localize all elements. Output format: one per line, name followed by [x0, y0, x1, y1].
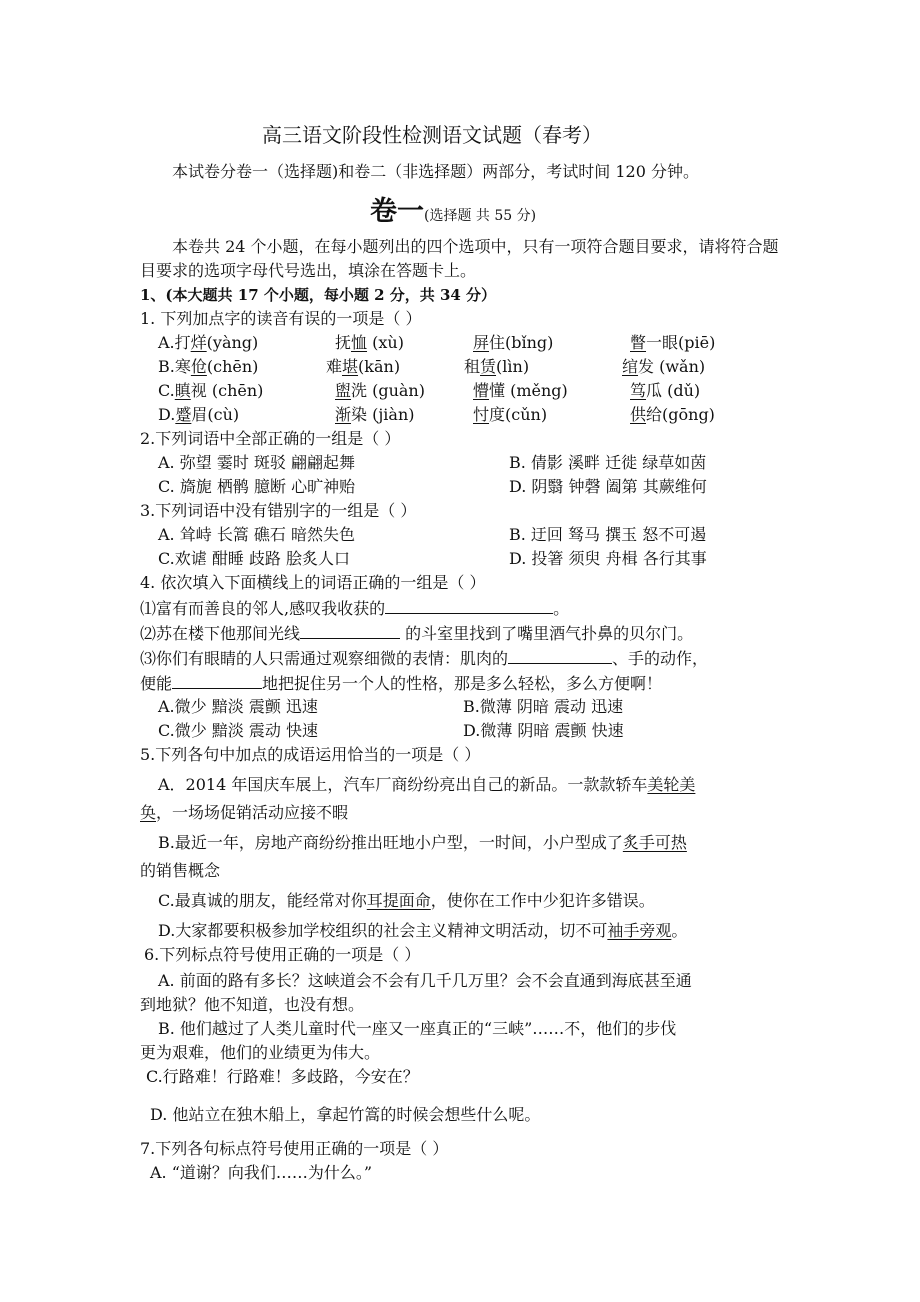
- q4-blank-4[interactable]: [172, 672, 262, 689]
- q5-idiom-a: 美轮美: [647, 775, 696, 794]
- q1-stem: 1. 下列加点字的读音有误的一项是（ ）: [140, 309, 422, 328]
- q4-option-d: D.微薄 阴暗 震颤 快速: [463, 721, 624, 740]
- q1-option-d-word3: 忖度(cǔn): [473, 405, 548, 424]
- q1-option-c-word3: 懵懂 (měng): [473, 381, 568, 400]
- q1-option-c: C.瞋视 (chēn): [158, 381, 264, 400]
- section-heading: [370, 196, 536, 232]
- q1-option-b-word2: 难堪(kān): [326, 357, 401, 376]
- q1-option-b-word3: 租赁(lìn): [464, 357, 530, 376]
- q5-idiom-b: 炙手可热: [622, 833, 687, 852]
- q4-option-b: B.微薄 阴暗 震动 迅速: [463, 697, 624, 716]
- q1-option-d: D.蹙眉(cù): [158, 405, 240, 424]
- q4-sentence-3-cont: 便能 地把捉住另一个人的性格，那是多么轻松，多么方便啊！: [140, 674, 663, 693]
- q7-option-a: A. “道谢？向我们……为什么。”: [150, 1163, 373, 1182]
- q2-option-a: A. 弥望 霎时 斑驳 翩翩起舞: [158, 453, 355, 472]
- q4-sentence-1: ⑴富有而善良的邻人,感叹我收获的 。: [140, 599, 570, 618]
- q5-stem: 5.下列各句中加点的成语运用恰当的一项是（ ）: [140, 745, 481, 764]
- q5-idiom-c: 耳提面命: [366, 891, 431, 910]
- q5-option-b: B.最近一年，房地产商纷纷推出旺地小户型，一时间，小户型成了炙手可热: [158, 833, 687, 852]
- q5-option-b-cont: 的销售概念: [140, 861, 221, 880]
- q1-option-a: A.打烊(yàng): [158, 333, 259, 352]
- page-title: 高三语文阶段性检测语文试题（春考）: [262, 123, 602, 147]
- q3-stem: 3.下列词语中没有错别字的一组是（ ）: [140, 501, 417, 520]
- q7-stem: 7.下列各句标点符号使用正确的一项是（ ）: [140, 1139, 449, 1158]
- q2-stem: 2.下列词语中全部正确的一组是（ ）: [140, 429, 401, 448]
- part-heading: 1、(本大题共 17 个小题，每小题 2 分，共 34 分）: [140, 286, 497, 304]
- instructions-line-2: 目要求的选项字母代号选出，填涂在答题卡上。: [140, 261, 477, 280]
- q5-option-d: D.大家都要积极参加学校组织的社会主义精神文明活动，切不可袖手旁观。: [158, 921, 688, 940]
- q1-option-c-word2: 盥洗 (guàn): [335, 381, 425, 400]
- q6-option-b-cont: 更为艰难，他们的业绩更为伟大。: [140, 1043, 381, 1062]
- q3-option-a: A. 耸峙 长篙 礁石 暗然失色: [158, 525, 355, 544]
- q1-option-a-word3: 屏住(bǐng): [473, 333, 554, 352]
- q1-option-b-word4: 绾发 (wǎn): [622, 357, 706, 376]
- q2-option-c: C. 旖旎 栖鹘 臆断 心旷神贻: [158, 477, 356, 496]
- q1-option-a-word4: 瞥一眼(piē): [630, 333, 716, 352]
- q5-idiom-d: 袖手旁观: [607, 921, 672, 940]
- q1-option-d-word4: 供给(gōng): [630, 405, 715, 424]
- q6-stem: 6.下列标点符号使用正确的一项是（ ）: [144, 945, 421, 964]
- q4-blank-2[interactable]: [300, 622, 400, 639]
- q2-option-d: D. 阴翳 钟磬 阖第 其蕨维何: [509, 477, 707, 496]
- q6-option-b: B. 他们越过了人类儿童时代一座又一座真正的“三峡”……不，他们的步伐: [158, 1019, 677, 1038]
- q1-option-a-word2: 抚恤 (xù): [335, 333, 404, 352]
- section-name: 卷一: [370, 196, 424, 227]
- q5-option-a: A．2014 年国庆车展上，汽车厂商纷纷亮出自己的新品。一款款轿车美轮美: [158, 775, 696, 794]
- q6-option-d: D. 他站立在独木船上，拿起竹篙的时候会想些什么呢。: [150, 1105, 541, 1124]
- q1-option-b: B.寒伧(chēn): [158, 357, 259, 376]
- q4-option-c: C.微少 黯淡 震动 快速: [158, 721, 319, 740]
- q4-blank-1[interactable]: [385, 597, 553, 614]
- instructions-line-1: 本卷共 24 个小题，在每小题列出的四个选项中，只有一项符合题目要求，请将符合题: [172, 237, 779, 256]
- q5-option-a-cont: 奂，一场场促销活动应接不暇: [140, 803, 349, 822]
- q4-blank-3[interactable]: [508, 647, 612, 664]
- q3-option-d: D. 投箸 须臾 舟楫 各行其事: [509, 549, 707, 568]
- q4-stem: 4. 依次填入下面横线上的词语正确的一组是（ ）: [140, 573, 486, 592]
- q1-option-d-word2: 渐染 (jiàn): [335, 405, 415, 424]
- q3-option-b: B. 迂回 驽马 撰玉 怒不可遏: [509, 525, 707, 544]
- q6-option-a: A. 前面的路有多长？这峡道会不会有几千几万里？会不会直通到海底甚至通: [158, 971, 692, 990]
- q1-option-c-word4: 笃瓜 (dǔ): [630, 381, 701, 400]
- q6-option-c: C.行路难！行路难！多歧路，今安在？: [146, 1067, 419, 1086]
- q5-option-c: C.最真诚的朋友，能经常对你耳提面命，使你在工作中少犯许多错误。: [158, 891, 655, 910]
- q4-sentence-3: ⑶你们有眼睛的人只需通过观察细微的表情：肌肉的 、手的动作，: [140, 649, 709, 668]
- section-note: (选择题 共 55 分): [424, 208, 537, 224]
- q4-sentence-2: ⑵苏在楼下他那间光线 的斗室里找到了嘴里酒气扑鼻的贝尔门。: [140, 624, 694, 643]
- q3-option-c: C.欢谑 酣睡 歧路 脍炙人口: [158, 549, 351, 568]
- q2-option-b: B. 倩影 溪畔 迁徙 绿草如茵: [509, 453, 707, 472]
- q6-option-a-cont: 到地狱？他不知道，也没有想。: [140, 995, 365, 1014]
- exam-intro: 本试卷分卷一（选择题)和卷二（非选择题）两部分，考试时间 120 分钟。: [172, 162, 699, 181]
- q4-option-a: A.微少 黯淡 震颤 迅速: [158, 697, 318, 716]
